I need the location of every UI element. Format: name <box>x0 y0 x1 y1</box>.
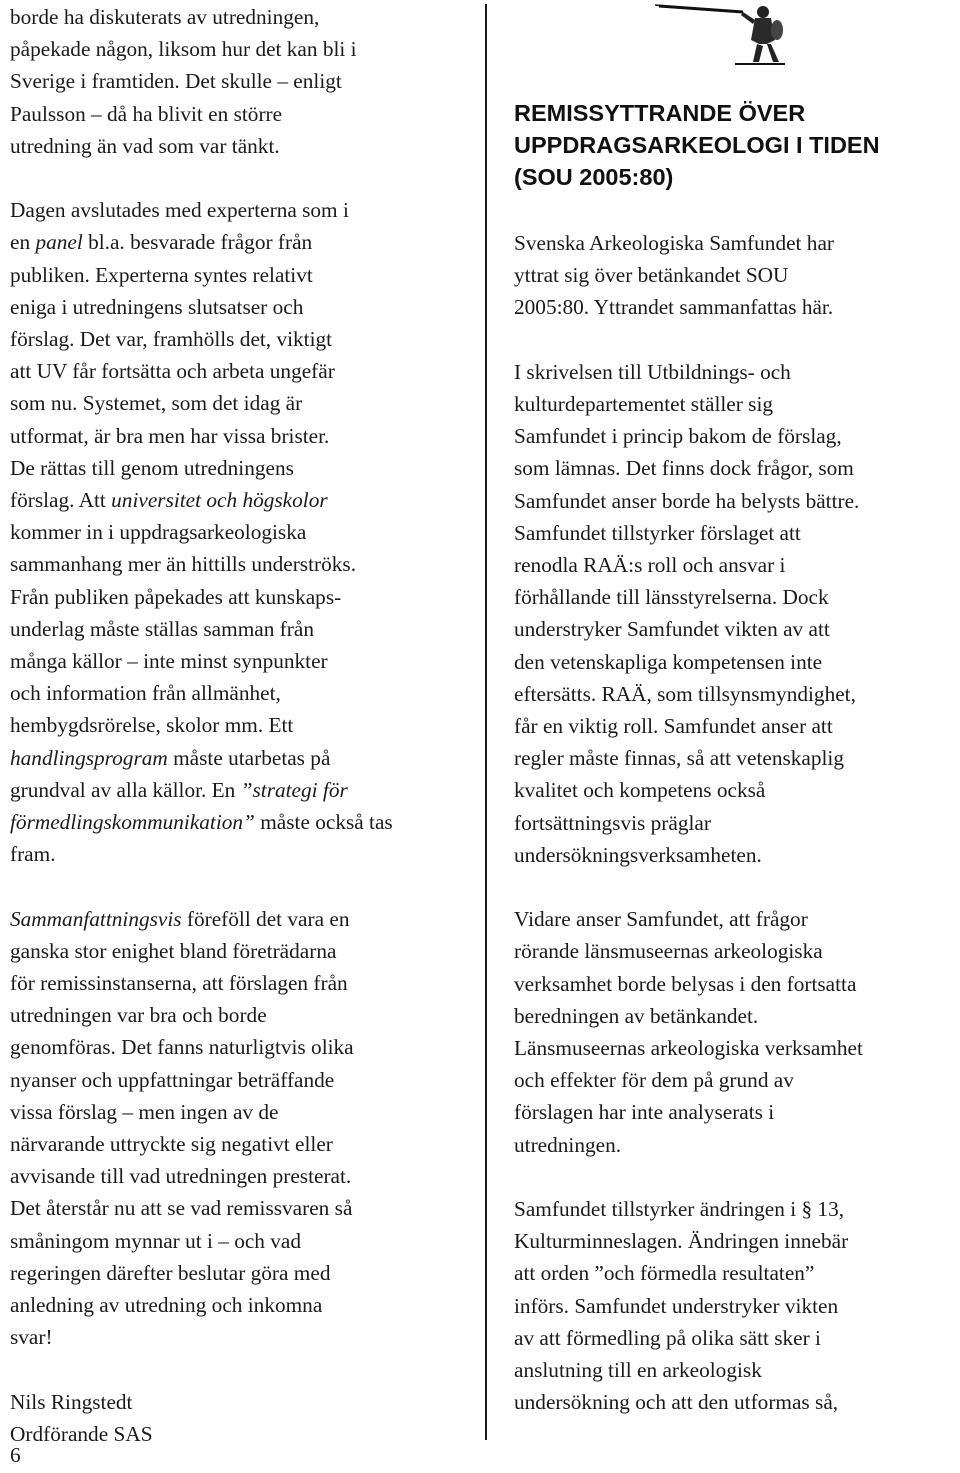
text-line: Samfundet anser borde ha belysts bättre. <box>514 488 860 513</box>
text-line: sammanhang mer än hittills underströks. <box>10 552 357 577</box>
text-line: förslag. Det var, framhölls det, viktigt <box>10 327 333 352</box>
text-line: Länsmuseernas arkeologiska verksamhet <box>514 1036 863 1061</box>
page-number: 6 <box>10 1443 21 1467</box>
text-line: Samfundet tillstyrker förslaget att <box>514 520 801 545</box>
paragraph-gap <box>514 324 954 356</box>
text-line: handlingsprogram måste utarbetas på <box>10 745 331 770</box>
text-line: som lämnas. Det finns dock frågor, som <box>514 456 854 481</box>
signature-block <box>10 1386 472 1450</box>
paragraph-heritage-law <box>514 1193 954 1418</box>
paragraph-gap <box>514 871 954 903</box>
text-line: verksamhet borde belysas i den fortsatta <box>514 971 857 996</box>
heading-line: REMISSYTTRANDE ÖVER <box>514 100 806 126</box>
paragraph-gap <box>514 1161 954 1193</box>
paragraph-summary <box>10 903 472 1354</box>
text-line: undersökning och att den utformas så, <box>514 1390 839 1415</box>
text-line: kommer in i uppdragsarkeologiska <box>10 520 307 545</box>
paragraph-intro <box>10 1 472 162</box>
text-line: av att förmedling på olika sätt sker i <box>514 1325 821 1350</box>
paragraph-panel-discussion <box>10 194 472 870</box>
text-line: eniga i utredningens slutsatser och <box>10 294 304 319</box>
text-line: närvarande uttryckte sig negativt eller <box>10 1132 333 1157</box>
text-line: regeringen därefter beslutar göra med <box>10 1260 331 1285</box>
text-line: borde ha diskuterats av utredningen, <box>10 5 320 29</box>
text-line: anslutning till en arkeologisk <box>514 1358 762 1383</box>
text-line: publiken. Experterna syntes relativt <box>10 262 313 287</box>
text-line: Vidare anser Samfundet, att frågor <box>514 907 808 932</box>
text-line: regler måste finnas, så att vetenskaplig <box>514 746 844 771</box>
left-column <box>10 1 472 1450</box>
text-line: Samfundet tillstyrker ändringen i § 13, <box>514 1197 845 1222</box>
text-line: att UV får fortsätta och arbeta ungefär <box>10 359 335 384</box>
heading-line: (SOU 2005:80) <box>514 164 674 190</box>
text-line: Det återstår nu att se vad remissvaren så <box>10 1196 353 1221</box>
paragraph-summary-intro <box>514 227 954 324</box>
text-line: Svenska Arkeologiska Samfundet har <box>514 231 834 255</box>
text-line: Kulturminneslagen. Ändringen innebär <box>514 1229 849 1254</box>
text-line: hembygdsrörelse, skolor mm. Ett <box>10 713 294 738</box>
text-line: 2005:80. Yttrandet sammanfattas här. <box>514 295 834 320</box>
text-line: fram. <box>10 842 56 867</box>
text-line: kvalitet och kompetens också <box>514 778 766 803</box>
text-line: vissa förslag – men ingen av de <box>10 1099 279 1124</box>
italic-term: ”strategi för <box>240 777 348 802</box>
text-line: yttrat sig över betänkandet SOU <box>514 263 789 288</box>
text-line: De rättas till genom utredningens <box>10 455 294 480</box>
text-line: att orden ”och förmedla resultaten” <box>514 1261 815 1286</box>
text-line: kulturdepartementet ställer sig <box>514 392 774 416</box>
paragraph-ministry-letter <box>514 356 954 871</box>
text-line: renodla RAÄ:s roll och ansvar i <box>514 553 786 578</box>
text-line: får en viktig roll. Samfundet anser att <box>514 714 833 739</box>
text-line: den vetenskapliga kompetensen inte <box>514 649 823 674</box>
society-logo-icon <box>655 0 785 70</box>
text-line: beredningen av betänkandet. <box>514 1003 759 1028</box>
text-line: Sverige i framtiden. Det skulle – enligt <box>10 69 342 94</box>
text-line: för remissinstanserna, att förslagen från <box>10 971 348 996</box>
signature-name: Nils Ringstedt <box>10 1389 133 1414</box>
text-line: avvisande till vad utredningen presterat. <box>10 1164 352 1189</box>
text-line: rörande länsmuseernas arkeologiska <box>514 939 823 964</box>
text-line: förhållande till länsstyrelserna. Dock <box>514 585 829 610</box>
article-heading <box>514 97 954 193</box>
text-line: förslag. Att universitet och högskolor <box>10 488 328 513</box>
italic-term: förmedlingskommunikation” <box>10 810 255 835</box>
italic-term: universitet och högskolor <box>111 488 328 513</box>
paragraph-gap <box>10 162 472 194</box>
text-line: som nu. Systemet, som det idag är <box>10 391 303 416</box>
text-line: anledning av utredning och inkomna <box>10 1293 323 1318</box>
text-line: småningom mynnar ut i – och vad <box>10 1228 302 1253</box>
text-line: en panel bl.a. besvarade frågor från <box>10 230 313 255</box>
text-line: fortsättningsvis präglar <box>514 810 711 835</box>
text-line: förslagen har inte analyserats i <box>514 1100 775 1125</box>
text-line: utredningen var bra och borde <box>10 1003 267 1028</box>
text-line: genomföras. Det fanns naturligtvis olika <box>10 1035 354 1060</box>
text-line: I skrivelsen till Utbildnings- och <box>514 359 791 384</box>
text-line: och information från allmänhet, <box>10 681 281 706</box>
text-line: underlag måste ställas samman från <box>10 616 314 641</box>
text-line: utredningen. <box>514 1132 622 1157</box>
text-line: Dagen avslutades med experterna som i <box>10 198 349 223</box>
italic-term: Sammanfattningsvis <box>10 906 182 931</box>
text-line: utredning än vad som var tänkt. <box>10 133 280 158</box>
text-line: Från publiken påpekades att kunskaps- <box>10 584 342 609</box>
text-line: svar! <box>10 1325 53 1350</box>
text-line: förmedlingskommunikation” måste också tas <box>10 810 393 835</box>
right-column <box>514 227 954 1418</box>
italic-term: panel <box>35 230 83 255</box>
text-line: eftersätts. RAÄ, som tillsynsmyndighet, <box>514 681 856 706</box>
text-line: understryker Samfundet vikten av att <box>514 617 830 642</box>
text-line: många källor – inte minst synpunkter <box>10 649 328 674</box>
text-line: Sammanfattningsvis föreföll det vara en <box>10 906 350 931</box>
paragraph-gap <box>10 1354 472 1386</box>
text-line: ganska stor enighet bland företrädarna <box>10 938 337 963</box>
italic-term: handlingsprogram <box>10 745 168 770</box>
text-line: nyanser och uppfattningar beträffande <box>10 1067 335 1092</box>
text-line: Paulsson – då ha blivit en större <box>10 101 283 126</box>
paragraph-gap <box>10 870 472 902</box>
heading-line: UPPDRAGSARKEOLOGI I TIDEN <box>514 132 880 158</box>
signature-role: Ordförande SAS <box>10 1421 153 1446</box>
text-line: utformat, är bra men har vissa brister. <box>10 423 330 448</box>
text-line: grundval av alla källor. En ”strategi för <box>10 777 348 802</box>
column-divider <box>485 4 487 1440</box>
text-line: Samfundet i princip bakom de förslag, <box>514 424 842 449</box>
paragraph-county-museums <box>514 903 954 1161</box>
text-line: undersökningsverksamheten. <box>514 842 762 867</box>
text-line: och effekter för dem på grund av <box>514 1068 794 1093</box>
text-line: införs. Samfundet understryker vikten <box>514 1293 839 1318</box>
text-line: påpekade någon, liksom hur det kan bli i <box>10 37 357 62</box>
